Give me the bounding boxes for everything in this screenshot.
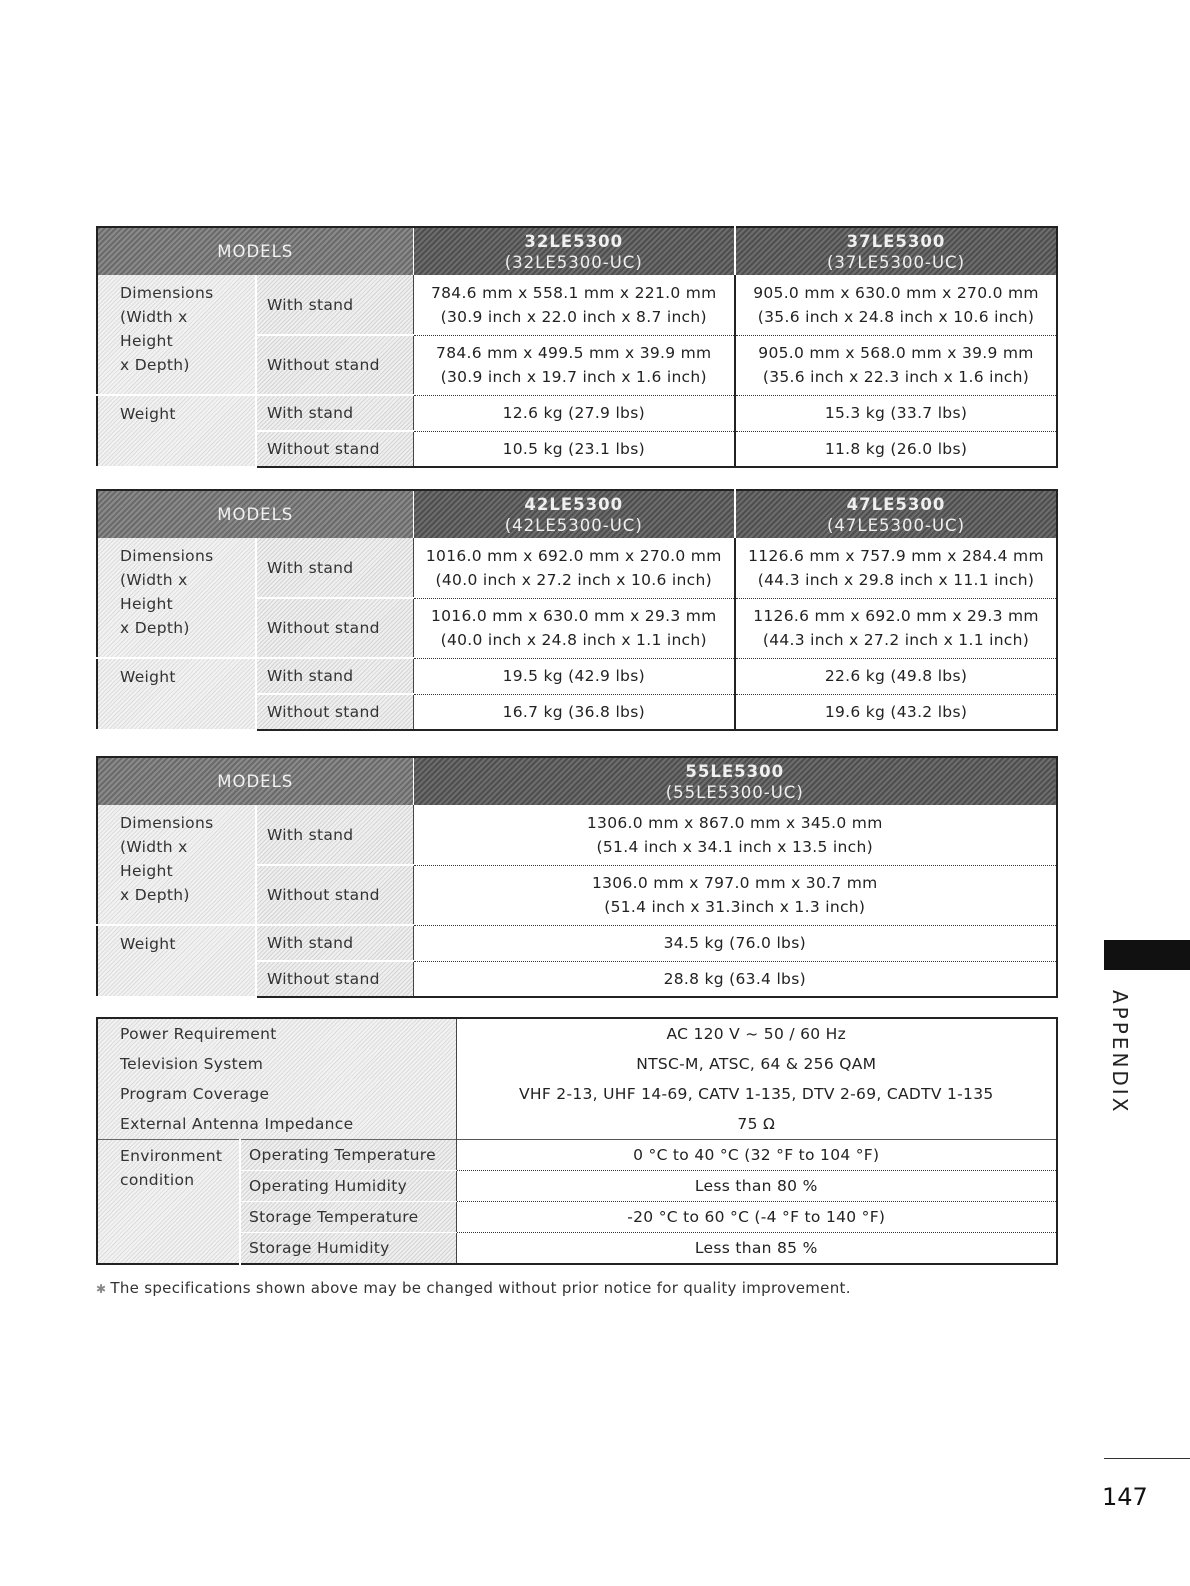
- models-header-row: [97, 490, 1057, 538]
- coverage-label: Program Coverage: [97, 1079, 456, 1109]
- coverage-value: VHF 2-13, UHF 14-69, CATV 1-135, DTV 2-69, CADTV 1-135: [456, 1079, 1057, 1109]
- dimensions-with-stand-row: [97, 805, 1057, 865]
- weight-without-stand-value: 16.7 kg (36.8 lbs): [413, 694, 735, 730]
- spec-row-antenna: [97, 1109, 1057, 1140]
- with-stand-label: With stand: [256, 805, 413, 865]
- weight-with-stand-value: 19.5 kg (42.9 lbs): [413, 658, 735, 694]
- models-header: MODELS: [97, 757, 413, 805]
- dimension-inch: (44.3 inch x 27.2 inch x 1.1 inch): [762, 631, 1030, 649]
- st-humidity-value: Less than 85 %: [456, 1233, 1057, 1265]
- weight-label: Weight: [97, 395, 256, 467]
- dimension-with-stand-value: [413, 538, 735, 598]
- op-humidity-value: Less than 80 %: [456, 1171, 1057, 1202]
- op-temp-value: 0 °C to 40 °C (32 °F to 104 °F): [456, 1140, 1057, 1171]
- model-code: (47LE5300-UC): [826, 515, 966, 535]
- dimension-inch: (35.6 inch x 22.3 inch x 1.6 inch): [762, 368, 1030, 386]
- dimension-without-stand-value: [413, 598, 735, 658]
- model-name: 37LE5300: [846, 231, 946, 251]
- st-temp-value: -20 °C to 60 °C (-4 °F to 140 °F): [456, 1202, 1057, 1233]
- weight-with-stand-value: 22.6 kg (49.8 lbs): [735, 658, 1057, 694]
- tv-system-value: NTSC-M, ATSC, 64 & 256 QAM: [456, 1049, 1057, 1079]
- op-humidity-label: Operating Humidity: [240, 1171, 456, 1202]
- power-value: AC 120 V ~ 50 / 60 Hz: [456, 1018, 1057, 1049]
- dimension-inch: (40.0 inch x 24.8 inch x 1.1 inch): [440, 631, 707, 649]
- dimensions-label-line: (Width x: [120, 571, 188, 589]
- weight-label: Weight: [97, 658, 256, 730]
- spec-table-3: [96, 756, 1058, 998]
- dimension-inch: (44.3 inch x 29.8 inch x 11.1 inch): [757, 570, 1035, 589]
- dimension-with-stand-value: [735, 538, 1057, 598]
- spec-row-op-temp: [97, 1140, 1057, 1171]
- note-mark-icon: ✱: [96, 1282, 107, 1296]
- spec-row-op-humidity: [97, 1171, 1057, 1202]
- weight-with-stand-row: [97, 658, 1057, 694]
- dimension-with-stand-value: [735, 275, 1057, 335]
- dimension-inch: (30.9 inch x 19.7 inch x 1.6 inch): [440, 368, 707, 386]
- dimensions-label-line: x Depth): [120, 886, 190, 904]
- model-header: [735, 227, 1057, 275]
- dimension-without-stand-value: [413, 335, 735, 395]
- dimension-without-stand-value: [413, 865, 1057, 925]
- dimensions-label-line: Height: [120, 862, 174, 880]
- without-stand-label: Without stand: [256, 865, 413, 925]
- models-header: MODELS: [97, 490, 413, 538]
- environment-label: [97, 1140, 240, 1265]
- dimension-inch: (35.6 inch x 24.8 inch x 10.6 inch): [757, 307, 1035, 326]
- dimension-mm: 784.6 mm x 558.1 mm x 221.0 mm: [430, 283, 717, 302]
- weight-without-stand-value: 10.5 kg (23.1 lbs): [413, 431, 735, 467]
- dimensions-with-stand-row: [97, 275, 1057, 335]
- dimension-without-stand-value: [735, 335, 1057, 395]
- without-stand-label: Without stand: [256, 431, 413, 467]
- dimension-mm: 905.0 mm x 568.0 mm x 39.9 mm: [758, 344, 1034, 362]
- with-stand-label: With stand: [256, 658, 413, 694]
- dimension-mm: 1126.6 mm x 692.0 mm x 29.3 mm: [753, 607, 1039, 625]
- dimensions-label-line: x Depth): [120, 356, 190, 374]
- antenna-value: 75 Ω: [456, 1109, 1057, 1140]
- model-header: [413, 757, 1057, 805]
- environment-label-line-1: Environment: [120, 1147, 223, 1165]
- spec-table-2: [96, 489, 1058, 731]
- dimension-mm: 1126.6 mm x 757.9 mm x 284.4 mm: [748, 546, 1044, 565]
- model-name: 32LE5300: [524, 231, 624, 251]
- weight-with-stand-row: [97, 395, 1057, 431]
- dimension-without-stand-value: [735, 598, 1057, 658]
- dimension-inch: (51.4 inch x 34.1 inch x 13.5 inch): [596, 837, 873, 856]
- model-code: (42LE5300-UC): [504, 515, 643, 535]
- with-stand-label: With stand: [256, 925, 413, 961]
- dimension-mm: 1016.0 mm x 630.0 mm x 29.3 mm: [430, 607, 717, 625]
- weight-with-stand-value: 15.3 kg (33.7 lbs): [735, 395, 1057, 431]
- dimensions-label: [97, 805, 256, 925]
- footnote: [96, 1279, 851, 1297]
- tv-system-label: Television System: [97, 1049, 456, 1079]
- model-header: [413, 490, 735, 538]
- without-stand-label: Without stand: [256, 598, 413, 658]
- dimension-with-stand-value: [413, 275, 735, 335]
- spec-table-1: [96, 226, 1058, 468]
- environment-label-line-2: condition: [120, 1171, 195, 1189]
- spec-row-st-temp: [97, 1202, 1057, 1233]
- model-name: 47LE5300: [846, 494, 946, 514]
- dimension-inch: (40.0 inch x 27.2 inch x 10.6 inch): [435, 570, 712, 589]
- page-footer-rule: [1104, 1458, 1190, 1459]
- dimension-inch: (51.4 inch x 31.3inch x 1.3 inch): [604, 898, 866, 916]
- model-code: (37LE5300-UC): [826, 252, 966, 272]
- section-tab-label: APPENDIX: [1108, 990, 1132, 1115]
- dimension-inch: (30.9 inch x 22.0 inch x 8.7 inch): [440, 307, 707, 326]
- dimension-mm: 1016.0 mm x 692.0 mm x 270.0 mm: [425, 546, 722, 565]
- antenna-label: External Antenna Impedance: [97, 1109, 456, 1140]
- with-stand-label: With stand: [256, 395, 413, 431]
- dimensions-label-line: (Width x: [120, 308, 188, 326]
- model-header: [735, 490, 1057, 538]
- without-stand-label: Without stand: [256, 335, 413, 395]
- dimension-mm: 1306.0 mm x 867.0 mm x 345.0 mm: [586, 813, 883, 832]
- weight-without-stand-value: 19.6 kg (43.2 lbs): [824, 702, 968, 721]
- section-tab-marker: [1104, 940, 1190, 970]
- weight-without-stand-value: 28.8 kg (63.4 lbs): [663, 969, 806, 988]
- weight-without-stand-value: 11.8 kg (26.0 lbs): [824, 439, 968, 458]
- dimension-with-stand-value: [413, 805, 1057, 865]
- models-header: MODELS: [97, 227, 413, 275]
- dimensions-label-line: Dimensions: [120, 547, 214, 565]
- model-name: 42LE5300: [524, 494, 624, 514]
- st-humidity-label: Storage Humidity: [240, 1233, 456, 1265]
- dimensions-label-line: (Width x: [120, 838, 188, 856]
- spec-row-tv-system: [97, 1049, 1057, 1079]
- spec-row-power: [97, 1018, 1057, 1049]
- dimension-mm: 784.6 mm x 499.5 mm x 39.9 mm: [436, 344, 712, 362]
- weight-with-stand-row: [97, 925, 1057, 961]
- footnote-text: The specifications shown above may be changed without prior notice for quality improvement.: [110, 1279, 851, 1297]
- model-code: (32LE5300-UC): [504, 252, 643, 272]
- dimensions-label: [97, 275, 256, 395]
- with-stand-label: With stand: [256, 538, 413, 598]
- st-temp-label: Storage Temperature: [240, 1202, 456, 1233]
- page-number: 147: [1102, 1483, 1148, 1511]
- dimensions-label-line: Dimensions: [120, 284, 214, 302]
- dimensions-label: [97, 538, 256, 658]
- weight-with-stand-value: 12.6 kg (27.9 lbs): [413, 395, 735, 431]
- without-stand-label: Without stand: [256, 961, 413, 997]
- dimension-mm: 1306.0 mm x 797.0 mm x 30.7 mm: [591, 874, 878, 892]
- dimensions-label-line: Height: [120, 332, 174, 350]
- dimensions-label-line: x Depth): [120, 619, 190, 637]
- dimensions-label-line: Dimensions: [120, 814, 214, 832]
- spec-row-st-humidity: [97, 1233, 1057, 1265]
- weight-label: Weight: [97, 925, 256, 997]
- general-spec-table: [96, 1017, 1058, 1265]
- dimensions-label-line: Height: [120, 595, 174, 613]
- model-code: (55LE5300-UC): [665, 782, 804, 802]
- model-header: [413, 227, 735, 275]
- model-name: 55LE5300: [685, 761, 785, 781]
- models-header-row: [97, 227, 1057, 275]
- weight-with-stand-value: 34.5 kg (76.0 lbs): [413, 925, 1057, 961]
- without-stand-label: Without stand: [256, 694, 413, 730]
- dimension-mm: 905.0 mm x 630.0 mm x 270.0 mm: [753, 283, 1039, 302]
- models-header-row: [97, 757, 1057, 805]
- with-stand-label: With stand: [256, 275, 413, 335]
- op-temp-label: Operating Temperature: [240, 1140, 456, 1171]
- power-label: Power Requirement: [97, 1018, 456, 1049]
- spec-row-coverage: [97, 1079, 1057, 1109]
- dimensions-with-stand-row: [97, 538, 1057, 598]
